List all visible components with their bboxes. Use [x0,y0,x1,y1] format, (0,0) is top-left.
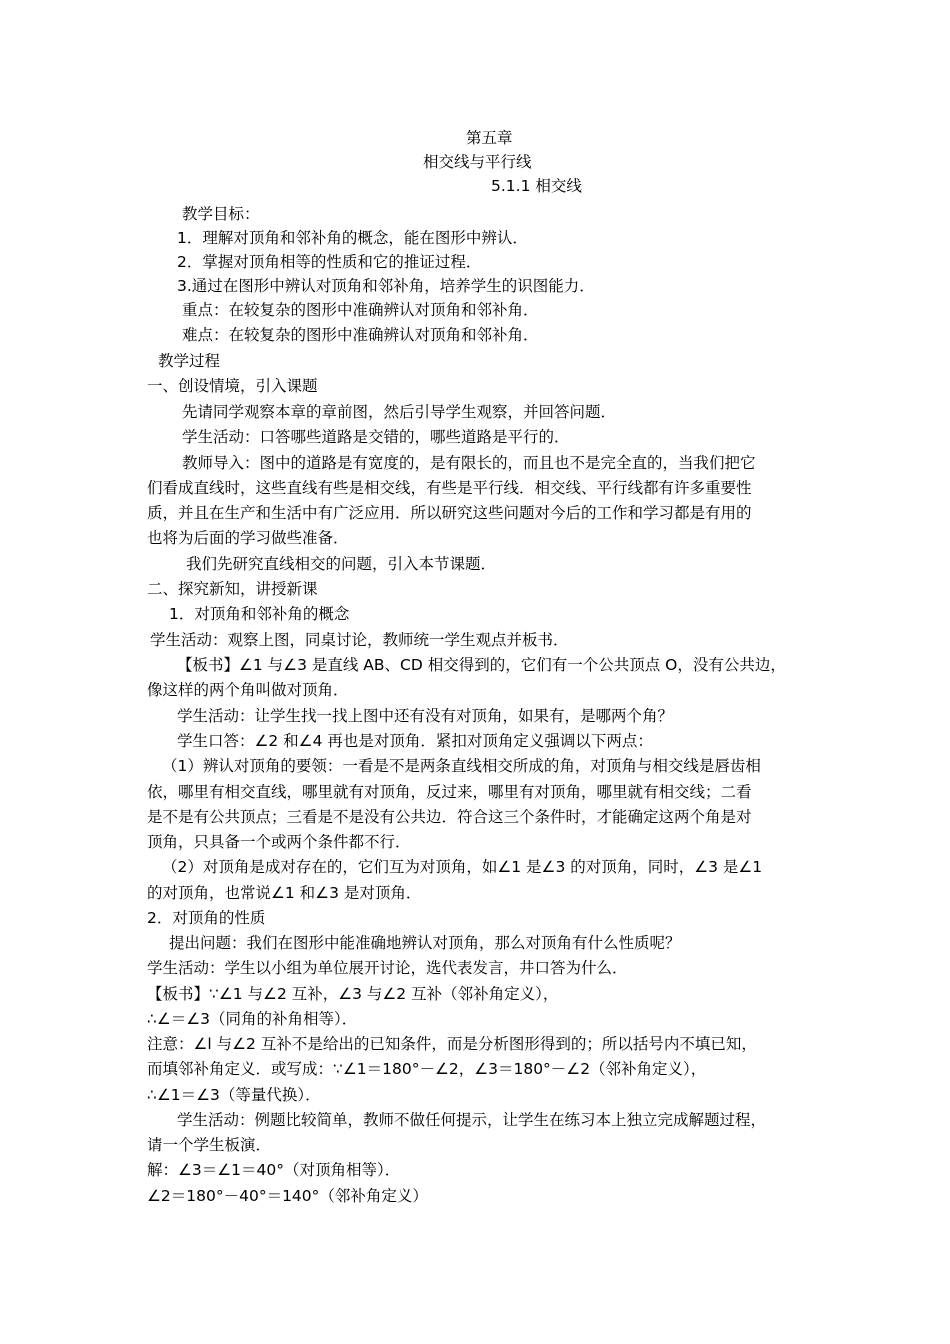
objective-item-1: 1．理解对顶角和邻补角的概念，能在图形中辨认． [177,229,528,247]
solution-line: 解：∠3＝∠1＝40°（对顶角相等）． [147,1161,401,1179]
paragraph: 而填邻补角定义．或写成：∵∠1＝180°－∠2，∠3＝180°－∠2（邻补角定义）， [147,1060,707,1078]
paragraph: 先请同学观察本章的章前图，然后引导学生观察，并回答问题． [182,403,617,421]
paragraph: 我们先研究直线相交的问题，引入本节课题． [186,555,497,573]
subheading: 1．对顶角和邻补角的概念 [169,605,350,623]
paragraph: 也将为后面的学习做些准备． [147,529,349,547]
paragraph: 学生活动：观察上图，同桌讨论，教师统一学生观点并板书． [150,631,569,649]
paragraph: 是不是有公共顶点；三看是不是没有公共边．符合这三个条件时，才能确定这两个角是对 [147,808,752,826]
paragraph: 【板书】∠1 与∠3 是直线 AB、CD 相交得到的，它们有一个公共顶点 O，没有公共边， [177,656,786,674]
difficulty: 难点：在较复杂的图形中准确辨认对顶角和邻补角． [182,326,539,344]
process-heading: 教学过程 [158,352,221,370]
paragraph: 们看成直线时，这些直线有些是相交线，有些是平行线．相交线、平行线都有许多重要性 [147,479,752,497]
paragraph: 注意：∠l 与∠2 互补不是给出的已知条件，而是分析图形得到的；所以括号内不填已知， [147,1035,757,1053]
paragraph: 依，哪里有相交直线，哪里就有对顶角，反过来，哪里有对顶角，哪里就有相交线；二看 [147,783,752,801]
objective-item-2: 2．掌握对顶角相等的性质和它的推证过程． [177,253,482,271]
solution-line: ∠2＝180°－40°＝140°（邻补角定义） [147,1187,428,1205]
paragraph: 学生活动：口答哪些道路是交错的，哪些道路是平行的． [182,428,570,446]
paragraph: 像这样的两个角叫做对顶角． [147,681,349,699]
chapter-title: 相交线与平行线 [423,153,532,171]
section-1-title: 一、创设情境，引入课题 [147,377,318,395]
paragraph: 的对顶角，也常说∠1 和∠3 是对顶角． [147,884,422,902]
paragraph: 教师导入：图中的道路是有宽度的，是有限长的，而且也不是完全直的，当我们把它 [182,454,756,472]
section-2-title: 二、探究新知，讲授新课 [147,580,318,598]
key-point: 重点：在较复杂的图形中准确辨认对顶角和邻补角． [182,301,539,319]
paragraph: ∴∠＝∠3（同角的补角相等）． [147,1010,358,1028]
paragraph: 学生口答：∠2 和∠4 再也是对顶角．紧扣对顶角定义强调以下两点： [177,732,653,750]
paragraph: （2）对顶角是成对存在的，它们互为对顶角，如∠1 是∠3 的对顶角，同时，∠3 是∠1 [162,858,763,876]
paragraph: 学生活动：让学生找一找上图中还有没有对顶角，如果有，是哪两个角？ [177,707,674,725]
paragraph: 提出问题：我们在图形中能准确地辨认对顶角，那么对顶角有什么性质呢？ [169,934,681,952]
paragraph: 学生活动：例题比较简单，教师不做任何提示，让学生在练习本上独立完成解题过程， [177,1111,767,1129]
paragraph: 质，并且在生产和生活中有广泛应用．所以研究这些问题对今后的工作和学习都是有用的 [147,504,752,522]
paragraph: （1）辨认对顶角的要领：一看是不是两条直线相交所成的角，对顶角与相交线是唇齿相 [162,757,761,775]
paragraph: 【板书】∵∠1 与∠2 互补，∠3 与∠2 互补（邻补角定义）， [147,985,559,1003]
paragraph: ∴∠1＝∠3（等量代换）． [147,1086,321,1104]
objective-item-3: 3.通过在图形中辨认对顶角和邻补角，培养学生的识图能力． [177,277,595,295]
paragraph: 学生活动：学生以小组为单位展开讨论，选代表发言，井口答为什么． [147,959,628,977]
subheading: 2．对顶角的性质 [147,909,266,927]
section-title: 5.1.1 相交线 [491,177,582,195]
paragraph: 顶角，只具备一个或两个条件都不行． [147,833,411,851]
objectives-heading: 教学目标： [182,205,260,223]
paragraph: 请一个学生板演． [147,1136,272,1154]
chapter-heading: 第五章 [466,129,513,147]
